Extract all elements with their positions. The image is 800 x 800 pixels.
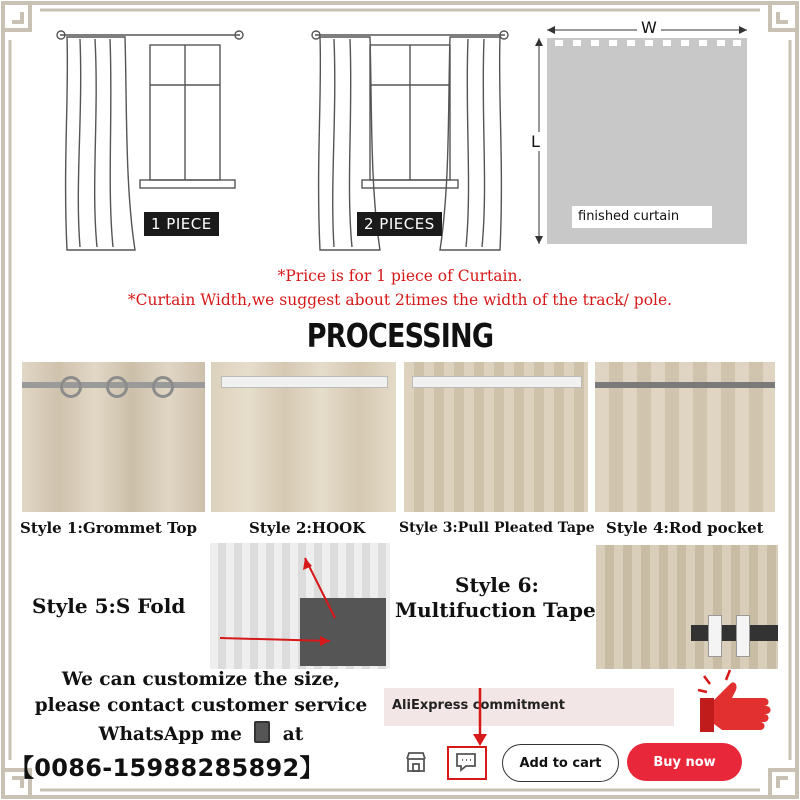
style-3-photo — [404, 362, 588, 512]
style-2-label: Style 2:HOOK — [249, 519, 366, 537]
style-1-photo — [22, 362, 205, 512]
contact-line-1: We can customize the size, — [61, 669, 341, 690]
width-note: *Curtain Width,we suggest about 2times the width of the track/ pole. — [127, 291, 673, 309]
style-4-photo — [595, 362, 775, 512]
chat-icon — [454, 751, 478, 773]
buy-now-button[interactable]: Buy now — [627, 743, 742, 781]
processing-title: PROCESSING — [306, 316, 494, 355]
price-note: *Price is for 1 piece of Curtain. — [277, 267, 523, 285]
style-1-label: Style 1:Grommet Top — [20, 519, 198, 537]
add-to-cart-button[interactable]: Add to cart — [502, 744, 619, 782]
style-5-label: Style 5:S Fold — [32, 594, 186, 618]
red-arrow-icon — [470, 688, 490, 748]
style-2-photo — [211, 362, 396, 512]
style-6-label-line2: Multifuction Tape — [395, 598, 596, 622]
finished-curtain-label: finished curtain — [578, 209, 680, 224]
length-label: L — [531, 132, 540, 151]
at-text: at — [282, 724, 304, 745]
one-piece-label: 1 PIECE — [144, 212, 219, 236]
width-label: W — [637, 18, 661, 37]
contact-line-3 — [16, 721, 386, 745]
phone-icon — [254, 721, 270, 743]
style-4-label: Style 4:Rod pocket — [606, 519, 764, 537]
style-5-photo — [210, 543, 390, 669]
style-3-label: Style 3:Pull Pleated Tape — [399, 520, 595, 536]
style-6-photo — [596, 545, 778, 669]
contact-line-2: please contact customer service — [34, 695, 368, 716]
style-6-label-line1: Style 6: — [455, 573, 539, 597]
commitment-text: AliExpress commitment — [392, 698, 566, 713]
two-pieces-label: 2 PIECES — [357, 212, 442, 236]
thumbs-up-icon — [690, 668, 780, 740]
store-icon[interactable] — [404, 751, 428, 773]
whatsapp-text: WhatsApp me — [98, 724, 242, 745]
phone-number: 【0086-15988285892】 — [10, 754, 324, 782]
